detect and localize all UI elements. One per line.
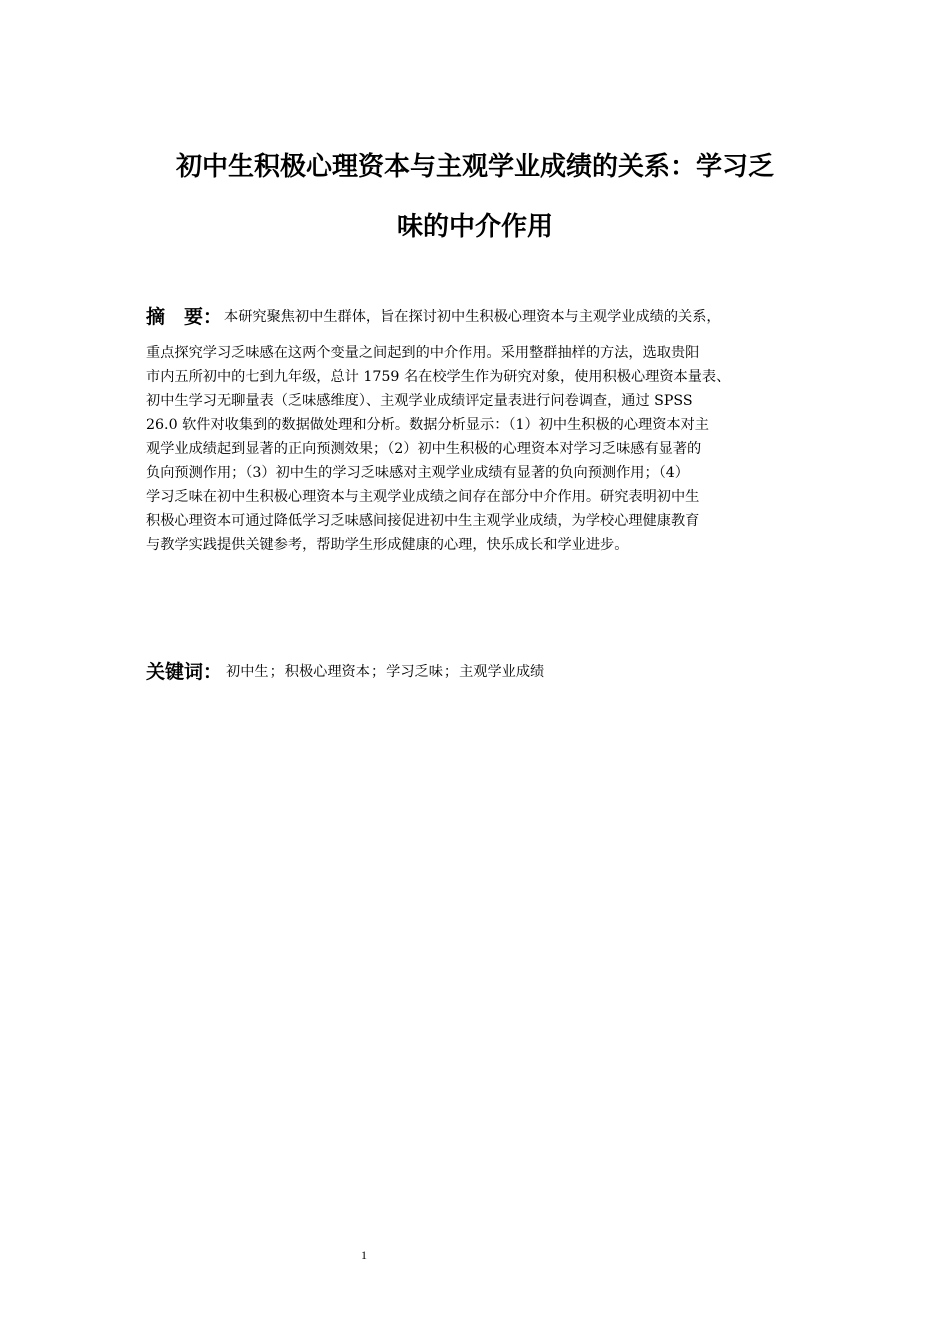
keyword-item: 主观学业成绩 — [459, 664, 545, 680]
abstract-text-line: 学习乏味在初中生积极心理资本与主观学业成绩之间存在部分中介作用。研究表明初中生 — [146, 489, 700, 505]
abstract-label: 摘 要： — [146, 306, 223, 328]
abstract-text-line: 本研究聚焦初中生群体，旨在探讨初中生积极心理资本与主观学业成绩的关系， — [224, 309, 721, 325]
keyword-item: 学习乏味 — [386, 664, 443, 680]
abstract-text-line: 观学业成绩起到显著的正向预测效果；（2）初中生积极的心理资本对学习乏味感有显著的 — [146, 441, 702, 457]
keyword-item: 积极心理资本 — [284, 664, 370, 680]
keyword-separator: ； — [443, 664, 459, 680]
keywords-section — [146, 658, 810, 686]
abstract-text-line: 与教学实践提供关键参考，帮助学生形成健康的心理，快乐成长和学业进步。 — [146, 537, 629, 553]
abstract-section — [146, 300, 810, 557]
abstract-text-line: 初中生学习无聊量表（乏味感维度）、主观学业成绩评定量表进行问卷调查，通过 SPSS — [146, 393, 693, 409]
abstract-text-line: 市内五所初中的七到九年级，总计 1759 名在校学生作为研究对象，使用积极心理资本量表、 — [146, 369, 731, 385]
paper-title-line-1: 初中生积极心理资本与主观学业成绩的关系：学习乏 — [175, 152, 774, 182]
abstract-first-line — [146, 300, 810, 330]
keywords-list — [226, 658, 544, 686]
abstract-text-line: 积极心理资本可通过降低学习乏味感间接促进初中生主观学业成绩，为学校心理健康教育 — [146, 513, 700, 529]
keyword-separator: ； — [370, 664, 386, 680]
paper-title-line-2: 味的中介作用 — [396, 212, 553, 242]
page-number: 1 — [361, 1248, 367, 1262]
keyword-separator: ； — [269, 664, 284, 680]
keywords-label: 关键词： — [146, 661, 223, 683]
abstract-text-line: 负向预测作用；（3）初中生的学习乏味感对主观学业成绩有显著的负向预测作用；（4） — [146, 465, 689, 481]
keyword-item: 初中生 — [226, 664, 269, 680]
abstract-text-line: 26.0 软件对收集到的数据做处理和分析。数据分析显示：（1）初中生积极的心理资本对主 — [146, 417, 709, 433]
abstract-text-line: 重点探究学习乏味感在这两个变量之间起到的中介作用。采用整群抽样的方法，选取贵阳 — [146, 345, 700, 361]
